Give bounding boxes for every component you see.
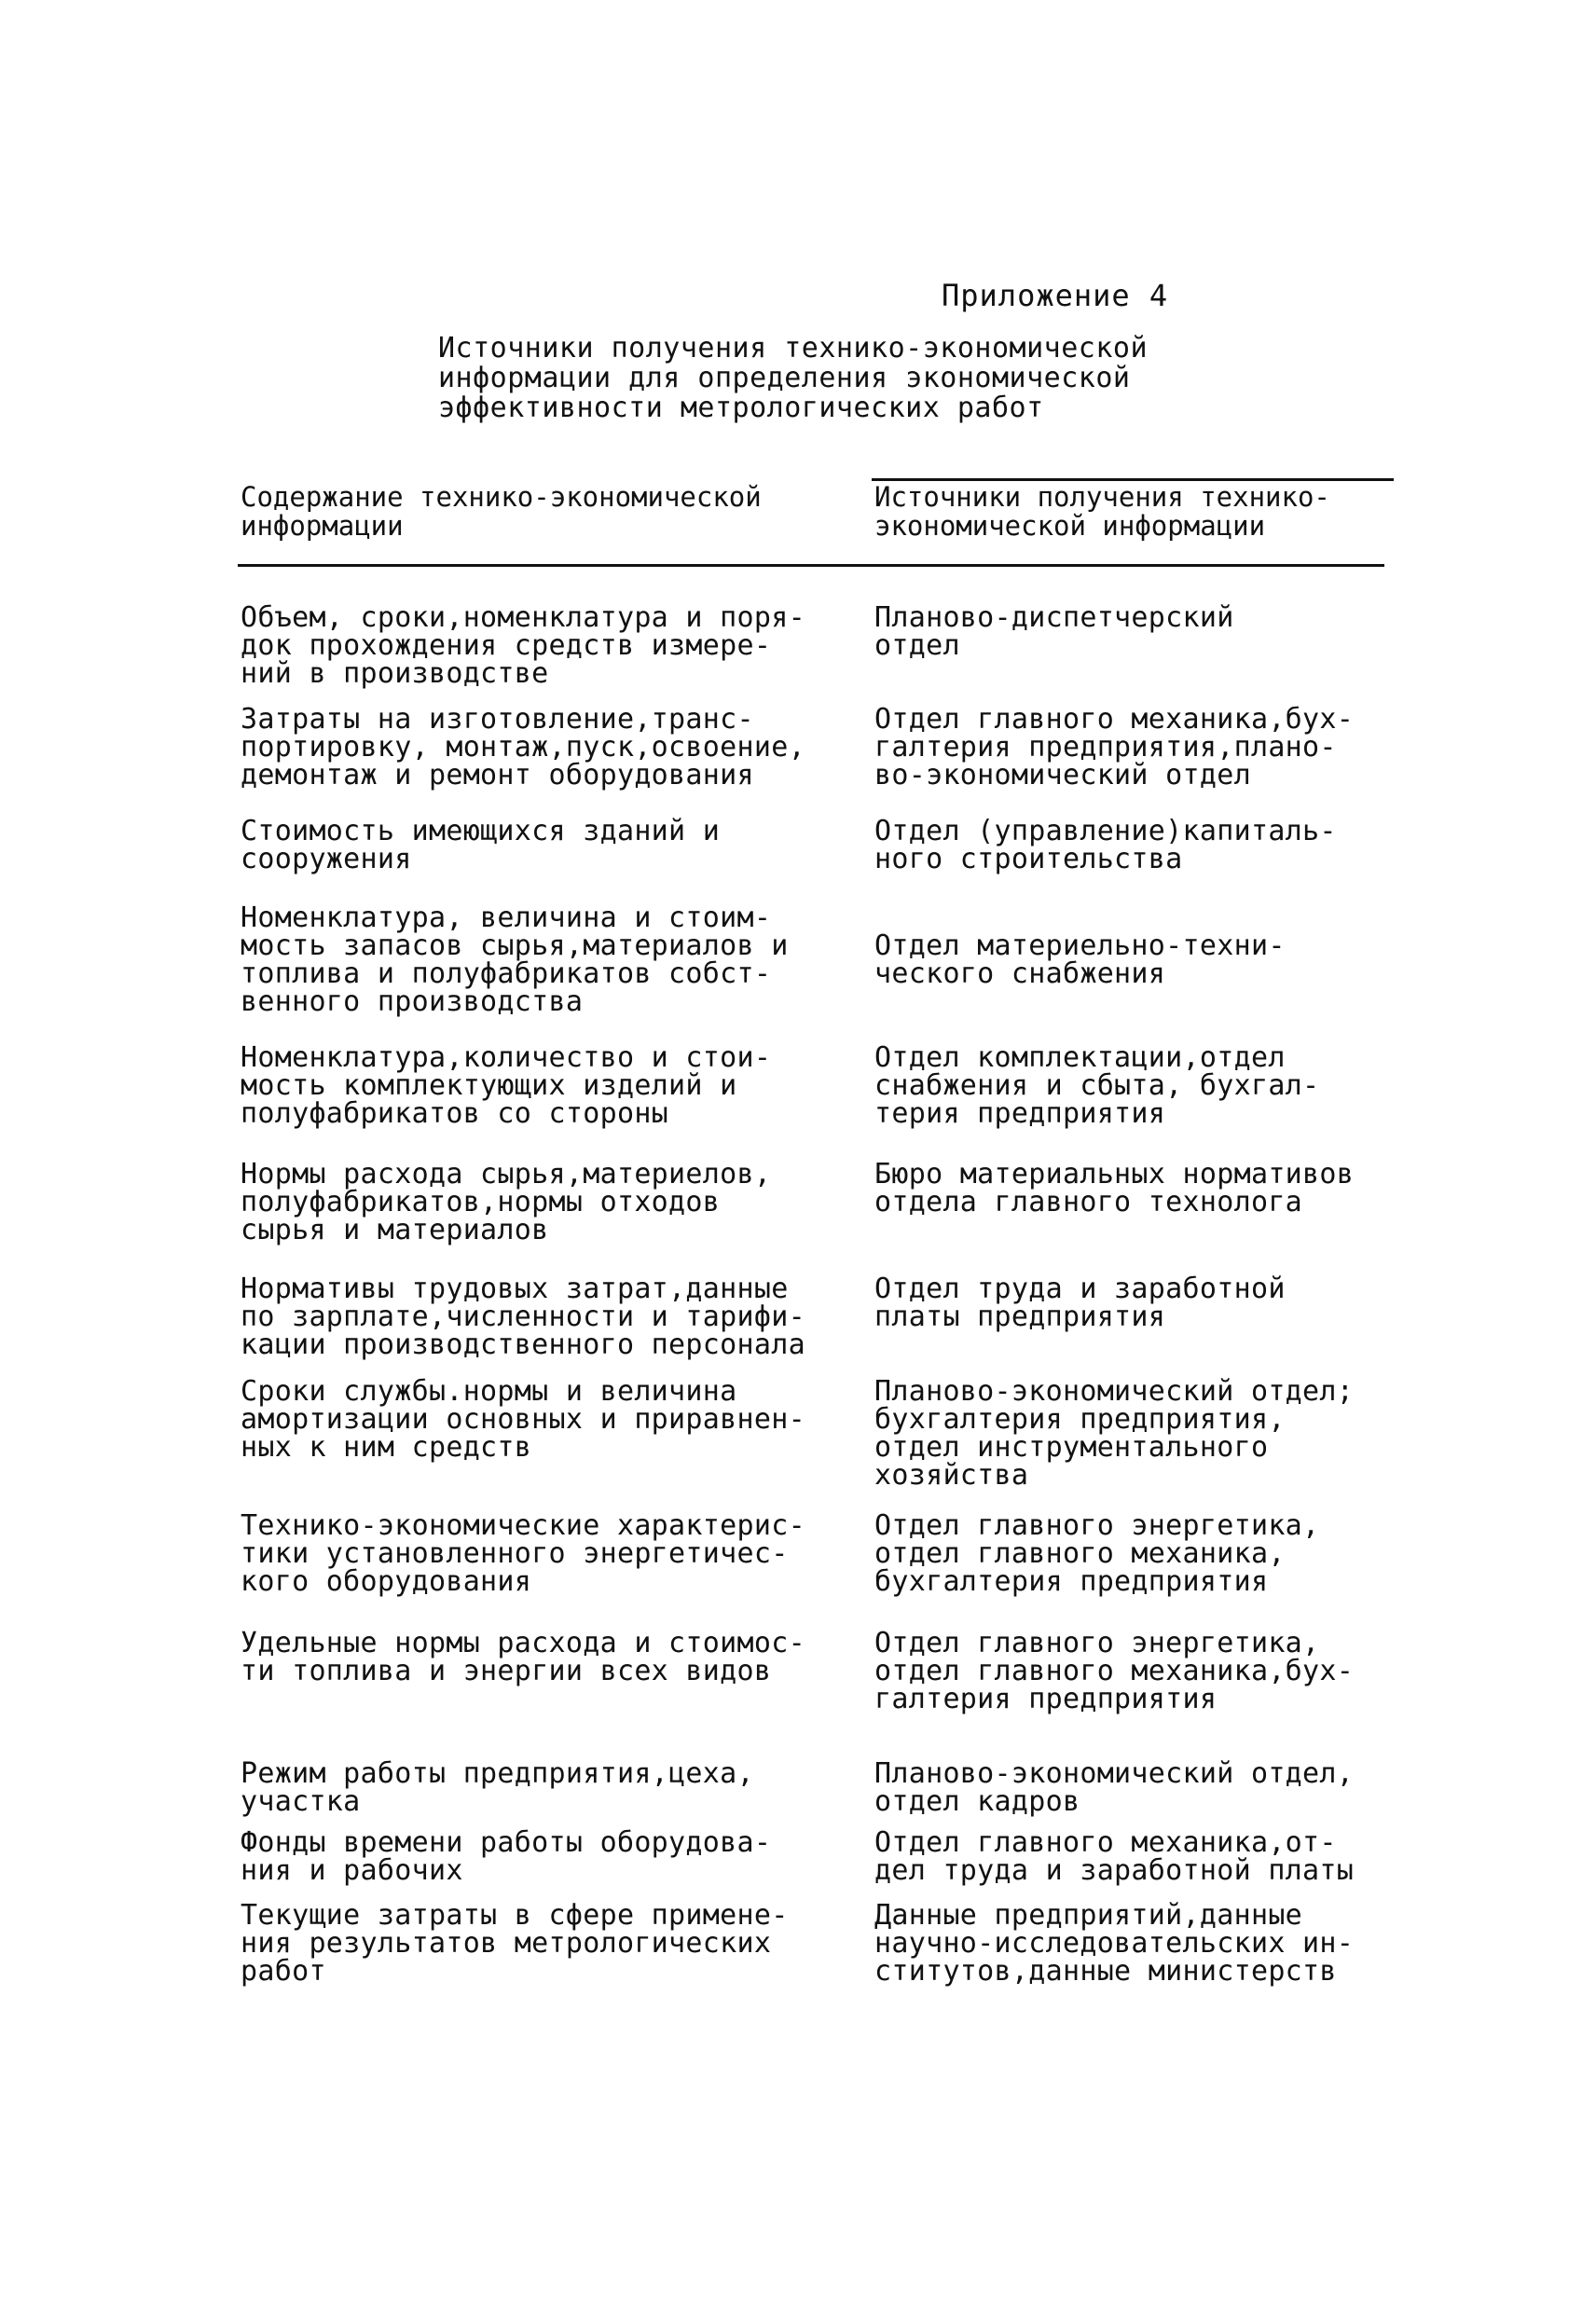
table-row-10-content: Удельные нормы расхода и стоимос- ти топлива и энергии всех видов — [241, 1627, 805, 1687]
table-row-2-source: Отдел главного механика,бух- галтерия предприятия,плано- во-экономический отдел — [874, 703, 1355, 791]
table-row-3-source: Отдел (управление)капиталь- ного строительства — [874, 815, 1337, 875]
table-row-10-source: Отдел главного энергетика, отдел главного механика,бух- галтерия предприятия — [874, 1627, 1355, 1715]
table-row-3-content: Стоимость имеющихся зданий и сооружения — [241, 815, 721, 875]
table-row-1-content: Объем, сроки,номенклатура и поря- док прохождения средств измере- ний в производстве — [241, 601, 805, 690]
table-row-8-content: Сроки службы.нормы и величина амортизации основных и приравнен- ных к ним средств — [241, 1375, 805, 1464]
table-header-rule — [238, 564, 1384, 567]
table-row-5-content: Номенклатура,количество и стои- мость комплектующих изделий и полуфабрикатов со стороны — [241, 1041, 772, 1130]
table-row-12-source: Отдел главного механика,от- дел труда и заработной платы — [874, 1826, 1355, 1887]
table-row-1-source: Планово-диспетчерский отдел — [874, 601, 1234, 662]
table-row-9-source: Отдел главного энергетика, отдел главного механика, бухгалтерия предприятия — [874, 1509, 1320, 1598]
column-header-content: Содержание технико-экономической информации — [241, 481, 762, 542]
column-header-sources: Источники получения технико- экономической информации — [874, 481, 1330, 542]
table-row-12-content: Фонды времени работы оборудова- ния и рабочих — [241, 1826, 772, 1887]
document-title: Источники получения технико-экономической информации для определения экономической эффективности метрологических работ — [438, 332, 1149, 424]
table-row-13-content: Текущие затраты в сфере примене- ния результатов метрологических работ — [241, 1899, 789, 1988]
table-row-11-content: Режим работы предприятия,цеха, участка — [241, 1757, 754, 1818]
table-row-11-source: Планово-экономический отдел, отдел кадров — [874, 1757, 1355, 1818]
table-row-9-content: Технико-экономические характерис- тики установленного энергетичес- кого оборудования — [241, 1509, 805, 1598]
table-row-7-source: Отдел труда и заработной платы предприятия — [874, 1273, 1286, 1333]
table-row-8-source: Планово-экономический отдел; бухгалтерия предприятия, отдел инструментального хозяйства — [874, 1375, 1355, 1492]
table-row-5-source: Отдел комплектации,отдел снабжения и сбыта, бухгал- терия предприятия — [874, 1041, 1320, 1130]
table-row-4-source: Отдел материельно-техни- ческого снабжения — [874, 929, 1286, 990]
table-row-2-content: Затраты на изготовление,транс- портировку, монтаж,пуск,освоение, демонтаж и ремонт оборудования — [241, 703, 805, 791]
table-row-4-content: Номенклатура, величина и стоим- мость запасов сырья,материалов и топлива и полуфабрикатов собст- венного производства — [241, 901, 789, 1018]
table-row-13-source: Данные предприятий,данные научно-исследовательских ин- ститутов,данные министерств — [874, 1899, 1355, 1988]
table-row-7-content: Нормативы трудовых затрат,данные по зарплате,численности и тарифи- кации производственного персонала — [241, 1273, 805, 1361]
appendix-label: Приложение 4 — [942, 278, 1169, 313]
table-row-6-source: Бюро материальных нормативов отдела главного технолога — [874, 1158, 1355, 1218]
table-row-6-content: Нормы расхода сырья,материелов, полуфабрикатов,нормы отходов сырья и материалов — [241, 1158, 772, 1246]
